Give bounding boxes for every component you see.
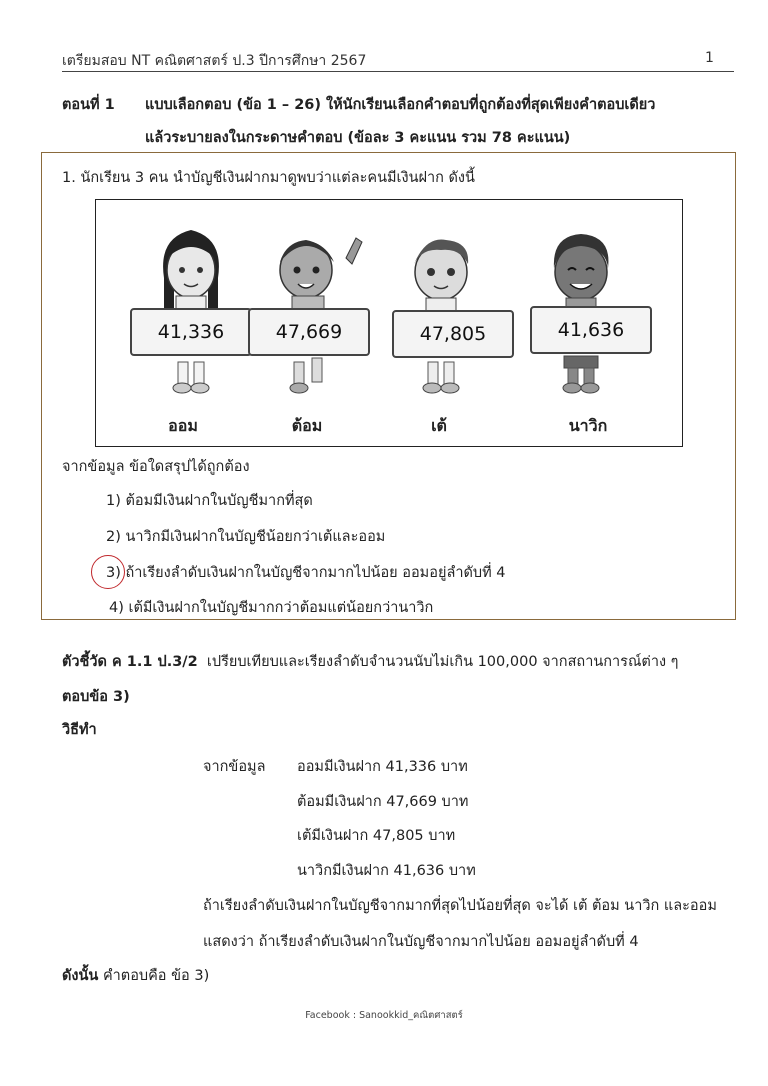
choice-1[interactable]: 1) ต้อมมีเงินฝากในบัญชีมากที่สุด — [106, 493, 313, 509]
question-stem: 1. นักเรียน 3 คน นำบัญชีเงินฝากมาดูพบว่าแต่ละคนมีเงินฝาก ดังนี้ — [62, 170, 475, 186]
method-show-text: แสดงว่า ถ้าเรียงลำดับเงินฝากในบัญชีจากมากไปน้อย ออมอยู่ลำดับที่ 4 — [203, 934, 639, 950]
amount-sign-oom: 41,336 — [130, 308, 252, 356]
method-line-4: นาวิกมีเงินฝาก 41,636 บาท — [297, 863, 476, 879]
students-illustration — [95, 199, 683, 447]
amount-sign-tom: 47,669 — [248, 308, 370, 356]
method-line-3: เต้มีเงินฝาก 47,805 บาท — [297, 828, 456, 844]
method-label: วิธีทำ — [62, 722, 97, 738]
boy-icon — [386, 218, 496, 400]
conclusion-text: คำตอบคือ ข้อ 3) — [102, 968, 210, 984]
section-instruction-line2: แล้วระบายลงในกระดาษคำตอบ (ข้อละ 3 คะแนน รวม 78 คะแนน) — [145, 130, 571, 146]
method-from-data: จากข้อมูล — [203, 759, 266, 775]
answer-label: ตอบข้อ 3) — [62, 689, 130, 705]
section-label: ตอนที่ 1 — [62, 97, 115, 113]
method-order-text: ถ้าเรียงลำดับเงินฝากในบัญชีจากมากที่สุดไปน้อยที่สุด จะได้ เต้ ต้อม นาวิก และออม — [203, 898, 717, 914]
section-instruction-line1: แบบเลือกตอบ (ข้อ 1 – 26) ให้นักเรียนเลือกคำตอบที่ถูกต้องที่สุดเพียงคำตอบเดียว — [145, 97, 656, 113]
question-prompt: จากข้อมูล ข้อใดสรุปได้ถูกต้อง — [62, 459, 250, 475]
amount-sign-te: 47,805 — [392, 310, 514, 358]
doc-header-title: เตรียมสอบ NT คณิตศาสตร์ ป.3 ปีการศึกษา 2567 — [62, 53, 367, 69]
amount-sign-nawik: 41,636 — [530, 306, 652, 354]
conclusion-label: ดังนั้น — [62, 968, 99, 984]
selected-answer-circle — [91, 555, 125, 589]
method-line-2: ต้อมมีเงินฝาก 47,669 บาท — [297, 794, 469, 810]
indicator-line — [62, 650, 678, 673]
indicator-text: เปรียบเทียบและเรียงลำดับจำนวนนับไม่เกิน 100,000 จากสถานการณ์ต่าง ๆ — [206, 654, 679, 670]
student-name-oom: ออม — [168, 416, 198, 435]
method-line-1: ออมมีเงินฝาก 41,336 บาท — [297, 759, 468, 775]
student-name-te: เต้ — [431, 416, 447, 435]
choice-3[interactable]: 3) ถ้าเรียงลำดับเงินฝากในบัญชีจากมากไปน้อย ออมอยู่ลำดับที่ 4 — [106, 565, 506, 581]
indicator-label: ตัวชี้วัด ค 1.1 ป.3/2 — [62, 654, 198, 670]
student-name-nawik: นาวิก — [568, 416, 608, 435]
choice-2[interactable]: 2) นาวิกมีเงินฝากในบัญชีน้อยกว่าเต้และออม — [106, 529, 386, 545]
header-rule — [62, 71, 734, 72]
conclusion-line — [62, 964, 209, 987]
footer-credit: Facebook : Sanookkid_คณิตศาสตร์ — [305, 1010, 463, 1021]
page-number: 1 — [705, 50, 714, 66]
choice-4[interactable]: 4) เต้มีเงินฝากในบัญชีมากกว่าต้อมแต่น้อยกว่านาวิก — [109, 600, 434, 616]
student-name-tom: ต้อม — [291, 416, 323, 435]
